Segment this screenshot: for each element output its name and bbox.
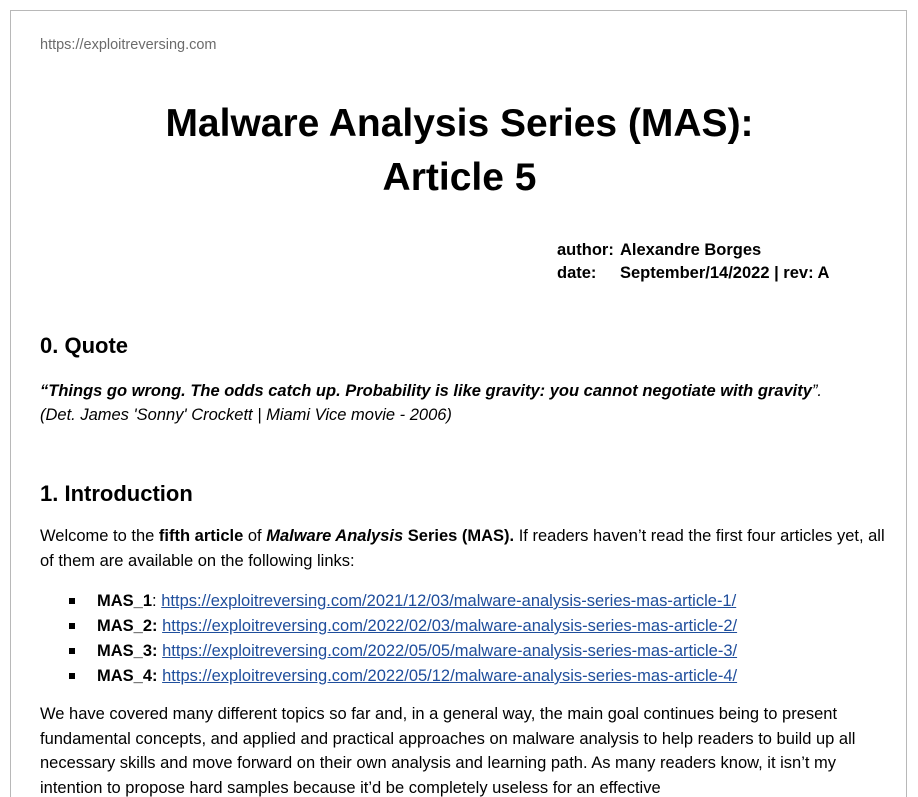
date-row xyxy=(557,262,829,285)
intro-bold-series: Series (MAS). xyxy=(403,527,515,545)
quote-open-mark: “ xyxy=(40,382,49,400)
author-label: author: xyxy=(557,241,614,259)
quote-body: Things go wrong. The odds catch up. Probability is like gravity: you cannot negotiate with gravity xyxy=(48,382,812,400)
link-separator: : xyxy=(152,592,157,610)
intro-bold-italic-malware-analysis: Malware Analysis xyxy=(266,527,404,545)
list-item xyxy=(69,589,737,614)
article-3-link[interactable]: https://exploitreversing.com/2022/05/05/malware-analysis-series-mas-article-3/ xyxy=(162,642,738,660)
bullet-square-icon xyxy=(69,673,75,679)
bullet-square-icon xyxy=(69,598,75,604)
intro-bold-fifth-article: fifth article xyxy=(158,527,244,545)
article-title-line1: Malware Analysis Series (MAS): xyxy=(165,102,754,145)
date-label: date: xyxy=(557,264,597,282)
quote-close-mark: ”. xyxy=(811,382,823,400)
link-label: MAS_4: xyxy=(97,667,158,685)
article-2-link[interactable]: https://exploitreversing.com/2022/02/03/malware-analysis-series-mas-article-2/ xyxy=(162,617,738,635)
list-item xyxy=(69,639,737,664)
quote-attribution: (Det. James 'Sonny' Crockett | Miami Vice movie - 2006) xyxy=(40,406,452,424)
body-paragraph: We have covered many different topics so far and, in a general way, the main goal continues being to present fundamental concepts, and applied and practical approaches on malware analysis to help readers to build up all necessary skills and move forward on their own analysis and learning path. As many readers know, it isn’t my intention to propose hard samples because it’d be completely useless for an effective xyxy=(40,705,856,797)
intro-text-1: Welcome to the xyxy=(40,527,159,545)
bullet-square-icon xyxy=(69,623,75,629)
list-item xyxy=(69,614,737,639)
quote-text xyxy=(40,379,822,403)
author-value: Alexandre Borges xyxy=(620,241,762,259)
article-meta xyxy=(557,239,829,285)
author-row xyxy=(557,239,829,262)
article-title xyxy=(11,97,908,205)
date-value: September/14/2022 | rev: A xyxy=(620,264,830,282)
quote-block xyxy=(40,379,822,427)
intro-text-3: If readers haven’t read the first four articles yet, all of them are available on the following links: xyxy=(40,527,885,570)
article-links-list xyxy=(69,589,737,689)
section-heading-quote: 0. Quote xyxy=(40,333,129,358)
link-label: MAS_3: xyxy=(97,642,158,660)
intro-paragraph xyxy=(40,524,890,573)
list-item xyxy=(69,664,737,689)
intro-text-2: of xyxy=(243,527,267,545)
section-heading-introduction: 1. Introduction xyxy=(40,481,193,506)
article-4-link[interactable]: https://exploitreversing.com/2022/05/12/malware-analysis-series-mas-article-4/ xyxy=(162,667,738,685)
article-1-link[interactable]: https://exploitreversing.com/2021/12/03/malware-analysis-series-mas-article-1/ xyxy=(161,592,737,610)
document-page xyxy=(10,10,907,797)
link-label: MAS_1 xyxy=(97,592,153,610)
link-label: MAS_2: xyxy=(97,617,158,635)
header-url: https://exploitreversing.com xyxy=(40,37,217,53)
bullet-square-icon xyxy=(69,648,75,654)
article-title-line2: Article 5 xyxy=(382,156,537,199)
